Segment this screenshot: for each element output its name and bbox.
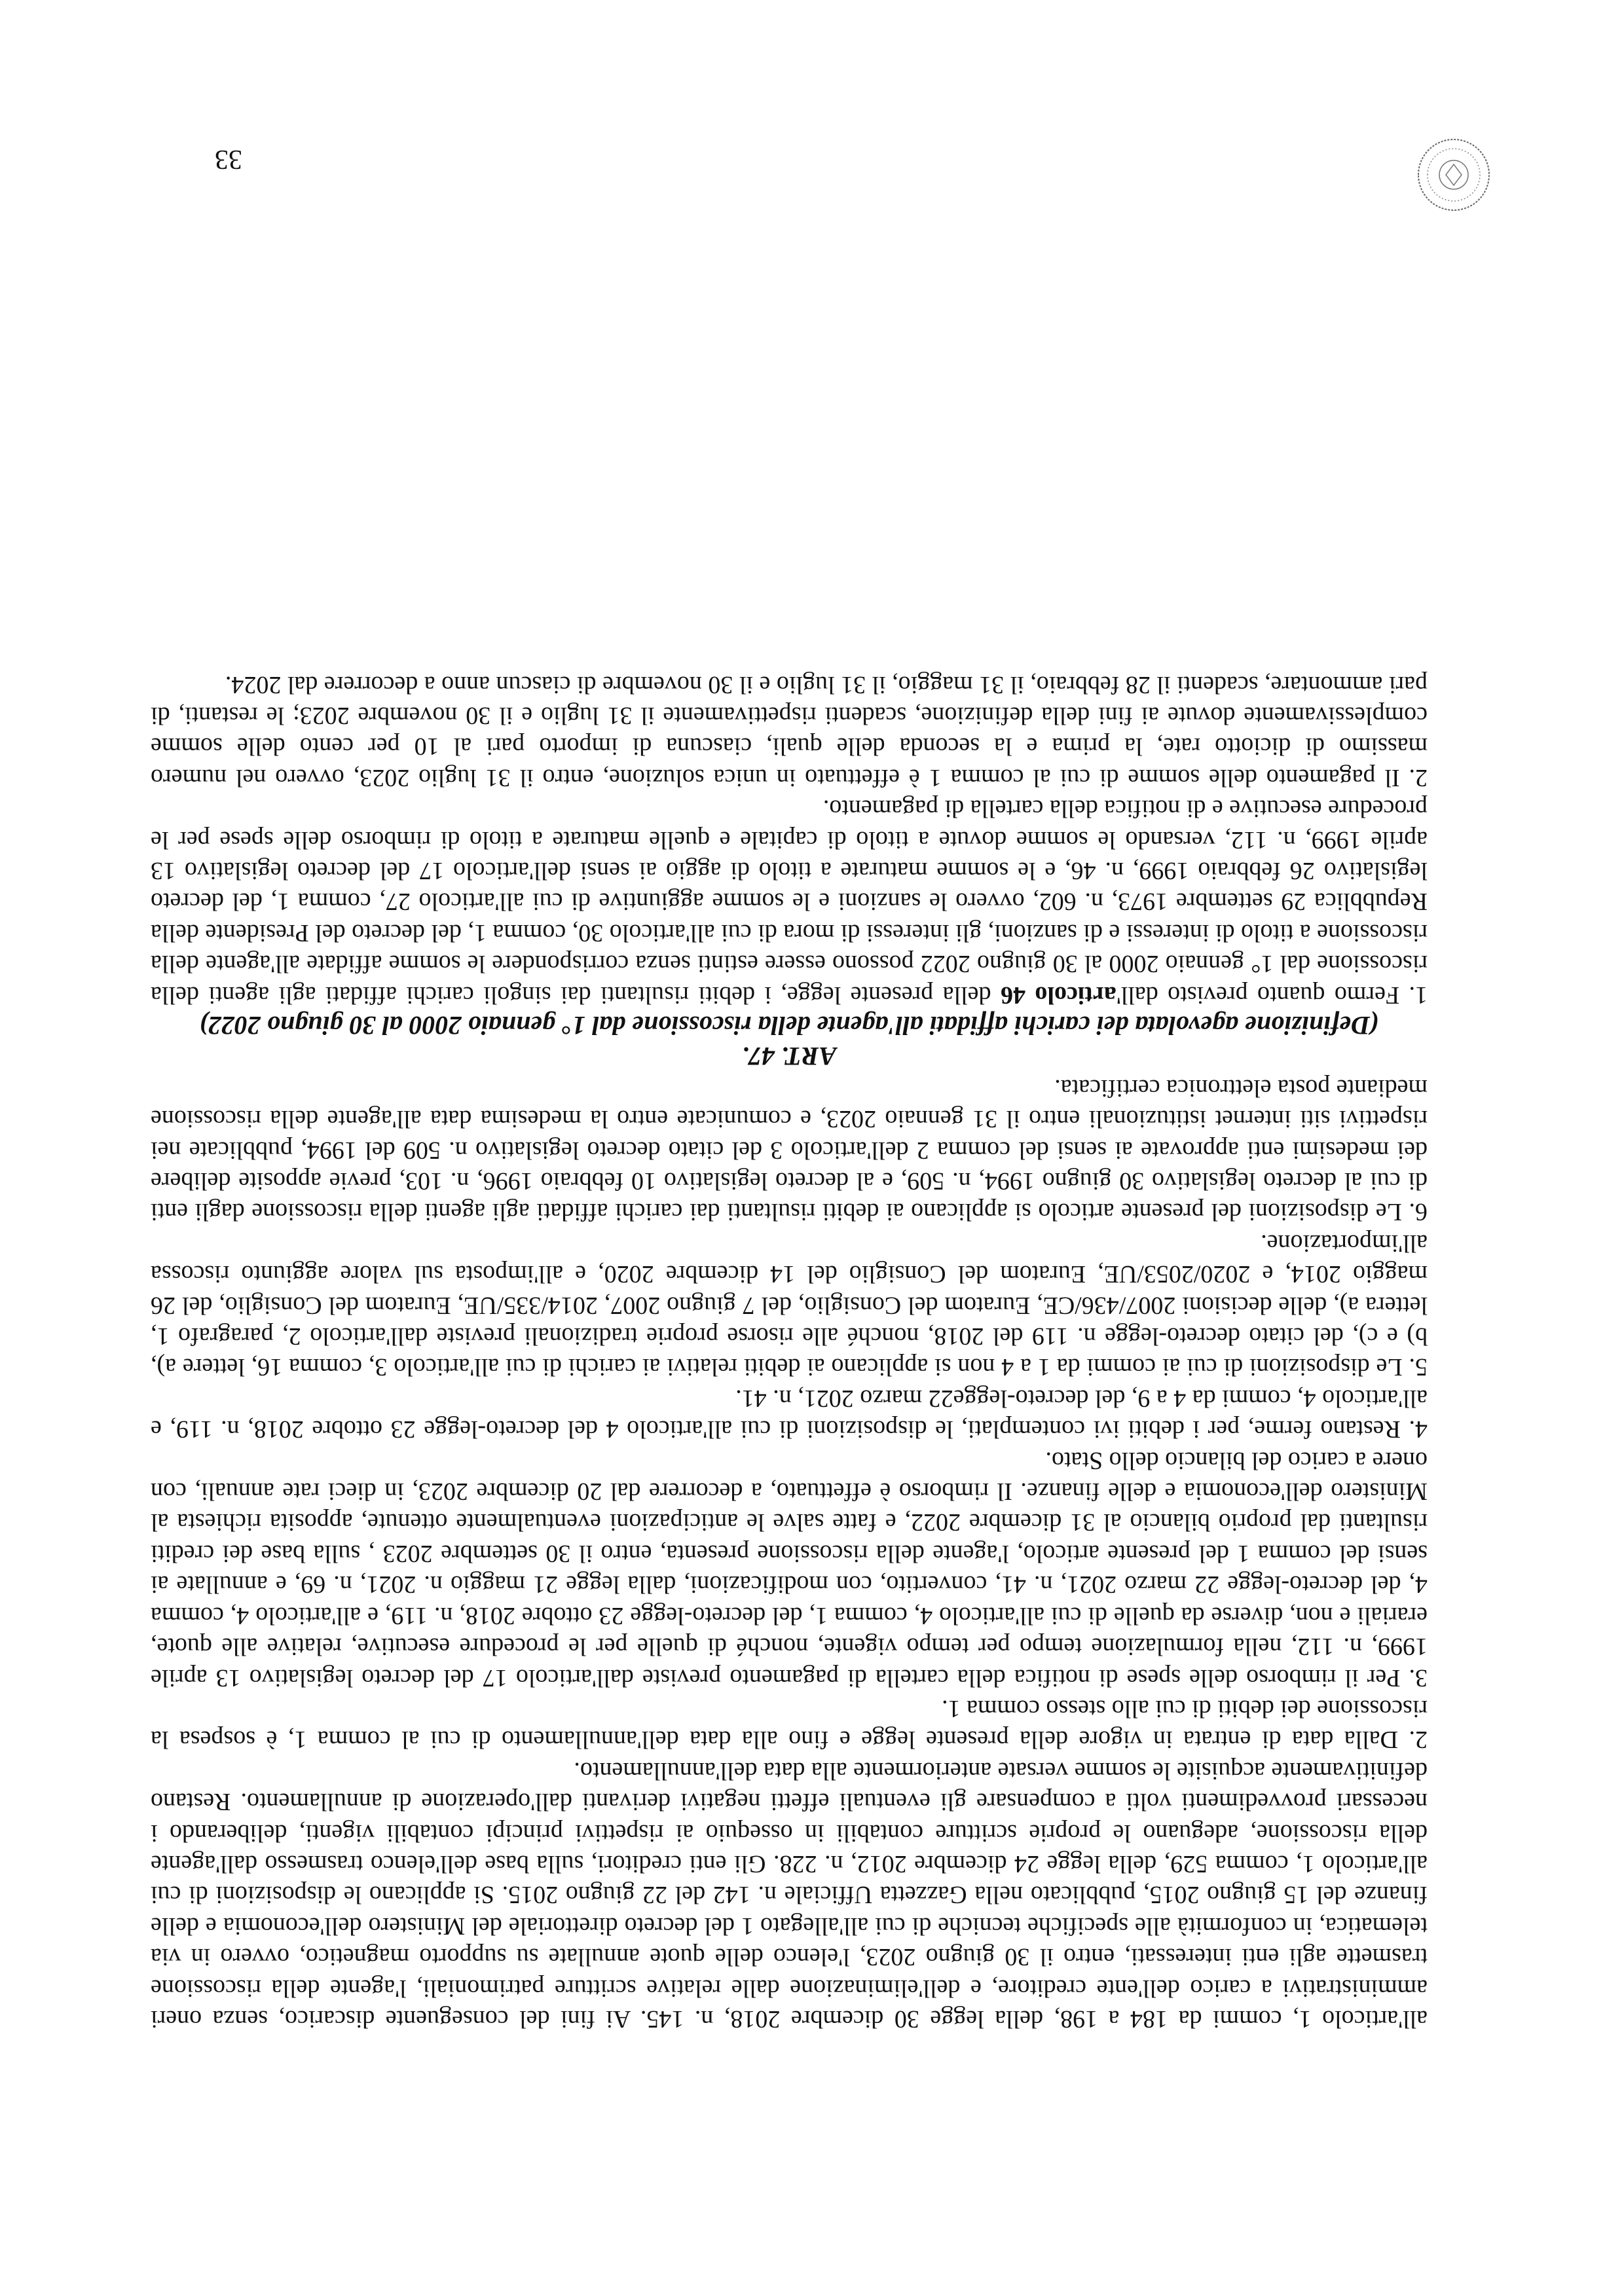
paragraph	[151, 793, 1428, 1010]
article-title: ART. 47.	[741, 1042, 837, 1072]
paragraph: 6. Le disposizioni del presente articolo si applicano ai debiti risultanti dai carichi affidati agli agenti della riscossione dagli enti di cui al decreto legislativo 30 giugno 1994, n. 509, e al decreto legislativo 10 febbraio 1996, n. 103, previe apposite delibere dei medesimi enti approvate ai sensi del comma 2 dell'articolo 3 del citato decreto legislativo n. 509 del 1994, pubblicate nei rispettivi siti internet istituzionali entro il 31 gennaio 2023, e comunicate entro la medesima data all'agente della riscossione mediante posta elettronica certificata.	[151, 1074, 1428, 1226]
paragraph: 5. Le disposizioni di cui ai commi da 1 a 4 non si applicano ai debiti relativi ai carichi di cui all'articolo 3, comma 16, lettere a), b) e c), del citato decreto-legge n. 119 del 2018, nonché alle risorse proprie tradizionali previste dall'articolo 2, paragrafo 1, lettera a), delle decisioni 2007/436/CE, Euratom del Consiglio, del 7 giugno 2007, 2014/335/UE, Euratom del Consiglio, del 26 maggio 2014, e 2020/2053/UE, Euratom del Consiglio del 14 dicembre 2020, e all'imposta sul valore aggiunto riscossa all'importazione.	[151, 1229, 1428, 1381]
official-stamp-icon	[1414, 136, 1493, 214]
page-number: 33	[215, 144, 242, 174]
paragraph: all'articolo 1, commi da 184 a 198, della legge 30 dicembre 2018, n. 145. Ai fini del conseguente discarico, senza oneri amministrativi a carico dell'ente creditore, e dell'eliminazione dalle relative scritture patrimoniali, l'agente della riscossione trasmette agli enti interessati, entro il 30 giugno 2023, l'elenco delle quote annullate su supporto magnetico, ovvero in via telematica, in conformità alle specifiche tecniche di cui all'allegato 1 del decreto direttoriale del Ministero dell'economia e delle finanze del 15 giugno 2015, pubblicato nella Gazzetta Ufficiale n. 142 del 22 giugno 2015. Si applicano le disposizioni di cui all'articolo 1, comma 529, della legge 24 dicembre 2012, n. 228. Gli enti creditori, sulla base dell'elenco trasmesso dall'agente della riscossione, adeguano le proprie scritture contabili in ossequio ai rispettivi principi contabili vigenti, deliberando i necessari provvedimenti volti a compensare gli eventuali effetti negativi derivanti dall'operazione di annullamento. Restano definitivamente acquisite le somme versate anteriormente alla data dell'annullamento.	[151, 1757, 1428, 2033]
paragraph: 2. Dalla data di entrata in vigore della presente legge e fino alla data dell'annullamento di cui al comma 1, è sospesa la riscossione dei debiti di cui allo stesso comma 1.	[151, 1694, 1428, 1754]
paragraph	[151, 668, 1428, 793]
paragraph: 4. Restano ferme, per i debiti ivi contemplati, le disposizioni di cui all'articolo 4 del decreto-legge 23 ottobre 2018, n. 119, e all'articolo 4, commi da 4 a 9, del decreto-legge22 marzo 2021, n. 41.	[151, 1384, 1428, 1444]
paragraph-text: della presente legge, i debiti risultanti dai singoli carichi affidati agli agenti della riscossione dal 1° gennaio 2000 al 30 giugno 2022 possono essere estinti senza corrispondere le somme affidate all'agente della riscossione a titolo di interessi e di sanzioni, gli interessi di mora di cui all'articolo 30, comma 1, del decreto del Presidente della Repubblica 29 settembre 1973, n. 602, ovvero le sanzioni e le somme aggiuntive di cui all'articolo 27, comma 1, del decreto legislativo 26 febbraio 1999, n. 46, e le somme maturate a titolo di aggio ai sensi dell'articolo 17 del decreto legislativo 13 aprile 1999, n. 112, versando le somme dovute a titolo di capitale e quelle maturate a titolo di rimborso delle spese per le procedure esecutive e di notifica della cartella di pagamento.	[151, 795, 1428, 1009]
paragraph-text: 2. Il pagamento delle somme di cui al comma 1 è effettuato in unica soluzione, entro il 31 luglio 2023, ovvero nel numero massimo di diciotto rate, la prima e la seconda delle quali, ciascuna di importo pari al 10 per cento delle somme complessivamente dovute ai fini della definizione, scadenti rispettivamente il 31 luglio e il 30 novembre 2023; le restanti, di pari ammontare, scadenti il 28 febbraio, il 31 maggio, il 31 luglio e il 30 novembre di ciascun anno a decorrere dal 2024.	[151, 670, 1428, 792]
paragraph-text: 1. Fermo quanto previsto dall'	[1116, 981, 1428, 1009]
paragraph: 3. Per il rimborso delle spese di notifica della cartella di pagamento previste dall'articolo 17 del decreto legislativo 13 aprile 1999, n. 112, nella formulazione tempo per tempo vigente, nonché di quelle per le procedure esecutive, relative alle quote, erariali e non, diverse da quelle di cui all'articolo 4, comma 1, del decreto-legge 23 ottobre 2018, n. 119, e all'articolo 4, comma 4, del decreto-legge 22 marzo 2021, n. 41, convertito, con modificazioni, dalla legge 21 maggio n. 2021, n. 69, e annullate ai sensi del comma 1 del presente articolo, l'agente della riscossione presenta, entro il 30 settembre 2023 , sulla base dei crediti risultanti dal proprio bilancio al 31 dicembre 2022, e fatte salve le anticipazioni eventualmente ottenute, apposita richiesta al Ministero dell'economia e delle finanze. Il rimborso è effettuato, a decorrere dal 20 dicembre 2023, in dieci rate annuali, con onere a carico del bilancio dello Stato.	[151, 1446, 1428, 1692]
document-body	[151, 668, 1428, 2034]
article-subtitle: (Definizione agevolata dei carichi affidati all'agente della riscossione dal 1° gennaio 2000 al 30 giugno 2022)	[199, 1011, 1379, 1040]
article-reference: articolo 46	[1000, 981, 1116, 1009]
